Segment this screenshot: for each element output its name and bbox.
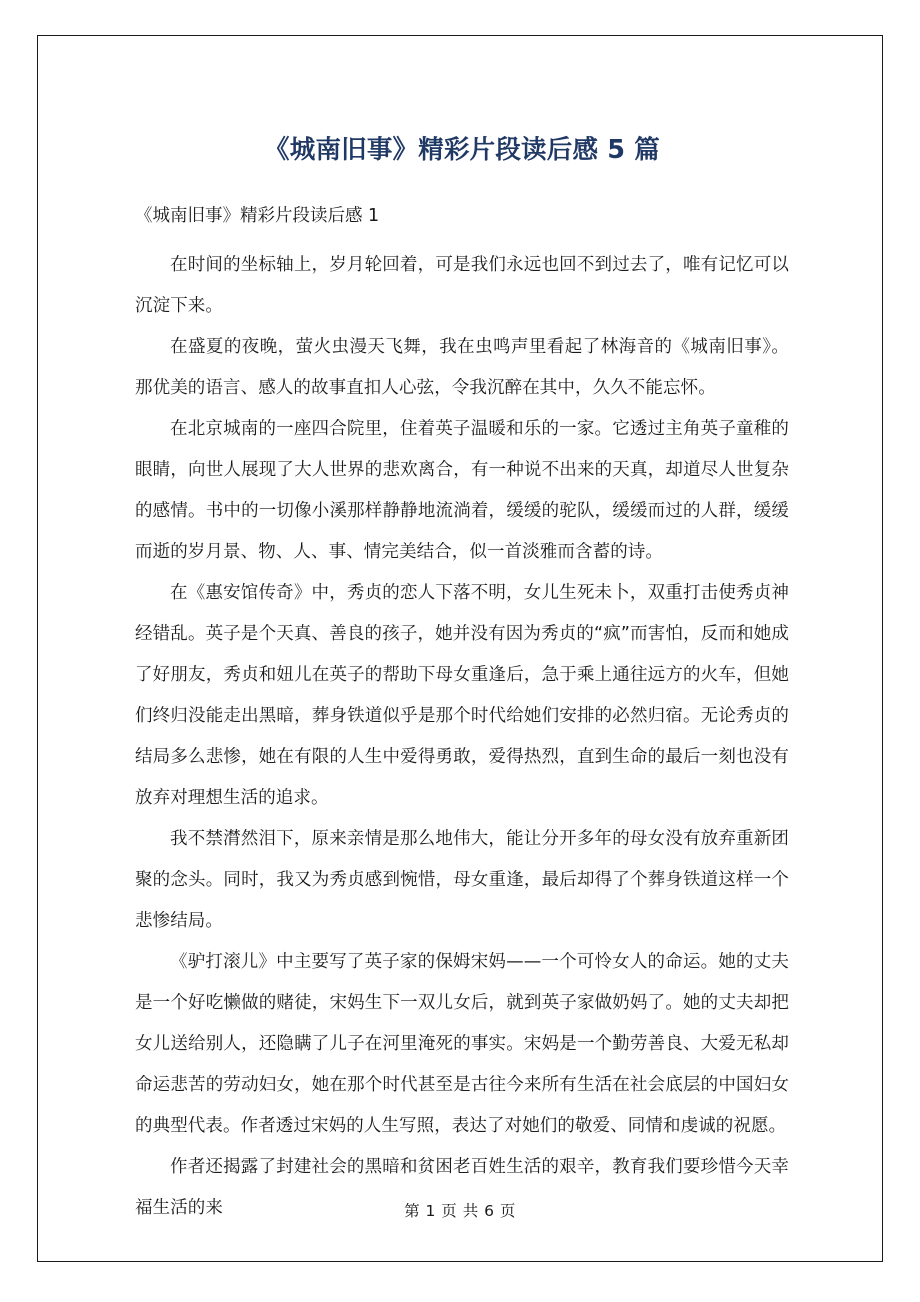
paragraph: 在盛夏的夜晚，萤火虫漫天飞舞，我在虫鸣声里看起了林海音的《城南旧事》。那优美的语言、感人的故事直扣人心弦，令我沉醉在其中，久久不能忘怀。	[135, 337, 789, 398]
document-content	[135, 35, 789, 1229]
paragraph: 我不禁潸然泪下，原来亲情是那么地伟大，能让分开多年的母女没有放弃重新团聚的念头。同时，我又为秀贞感到惋惜，母女重逢，最后却得了个葬身铁道这样一个悲惨结局。	[135, 829, 789, 931]
paragraph: 在《惠安馆传奇》中，秀贞的恋人下落不明，女儿生死未卜，双重打击使秀贞神经错乱。英子是个天真、善良的孩子，她并没有因为秀贞的“疯”而害怕，反而和她成了好朋友，秀贞和妞儿在英子的帮助下母女重逢后，急于乘上通往远方的火车，但她们终归没能走出黑暗，葬身铁道似乎是那个时代给她们安排的必然归宿。无论秀贞的结局多么悲惨，她在有限的人生中爱得勇敢，爱得热烈，直到生命的最后一刻也没有放弃对理想生活的追求。	[135, 583, 789, 808]
page-title: 《城南旧事》精彩片段读后感 5 篇	[264, 135, 660, 165]
paragraph: 在北京城南的一座四合院里，住着英子温暖和乐的一家。它透过主角英子童稚的眼睛，向世人展现了大人世界的悲欢离合，有一种说不出来的天真，却道尽人世复杂的感情。书中的一切像小溪那样静静地流淌着，缓缓的驼队，缓缓而过的人群，缓缓而逝的岁月景、物、人、事、情完美结合，似一首淡雅而含蓄的诗。	[135, 419, 789, 562]
document-body	[135, 230, 789, 1229]
paragraph: 作者还揭露了封建社会的黑暗和贫困老百姓生活的艰辛，教育我们要珍惜今天幸福生活的来	[135, 1157, 789, 1218]
footer-page-indicator: 第 1 页 共 6 页	[404, 1202, 516, 1220]
page-footer	[37, 1199, 883, 1221]
paragraph: 《驴打滚儿》中主要写了英子家的保姆宋妈——一个可怜女人的命运。她的丈夫是一个好吃懒做的赌徒，宋妈生下一双儿女后，就到英子家做奶妈了。她的丈夫却把女儿送给别人，还隐瞒了儿子在河里淹死的事实。宋妈是一个勤劳善良、大爱无私却命运悲苦的劳动妇女，她在那个时代甚至是古往今来所有生活在社会底层的中国妇女的典型代表。作者透过宋妈的人生写照，表达了对她们的敬爱、同情和虔诚的祝愿。	[135, 952, 789, 1136]
document-subtitle: 《城南旧事》精彩片段读后感 1	[135, 206, 380, 226]
paragraph: 在时间的坐标轴上，岁月轮回着，可是我们永远也回不到过去了，唯有记忆可以沉淀下来。	[135, 255, 789, 316]
